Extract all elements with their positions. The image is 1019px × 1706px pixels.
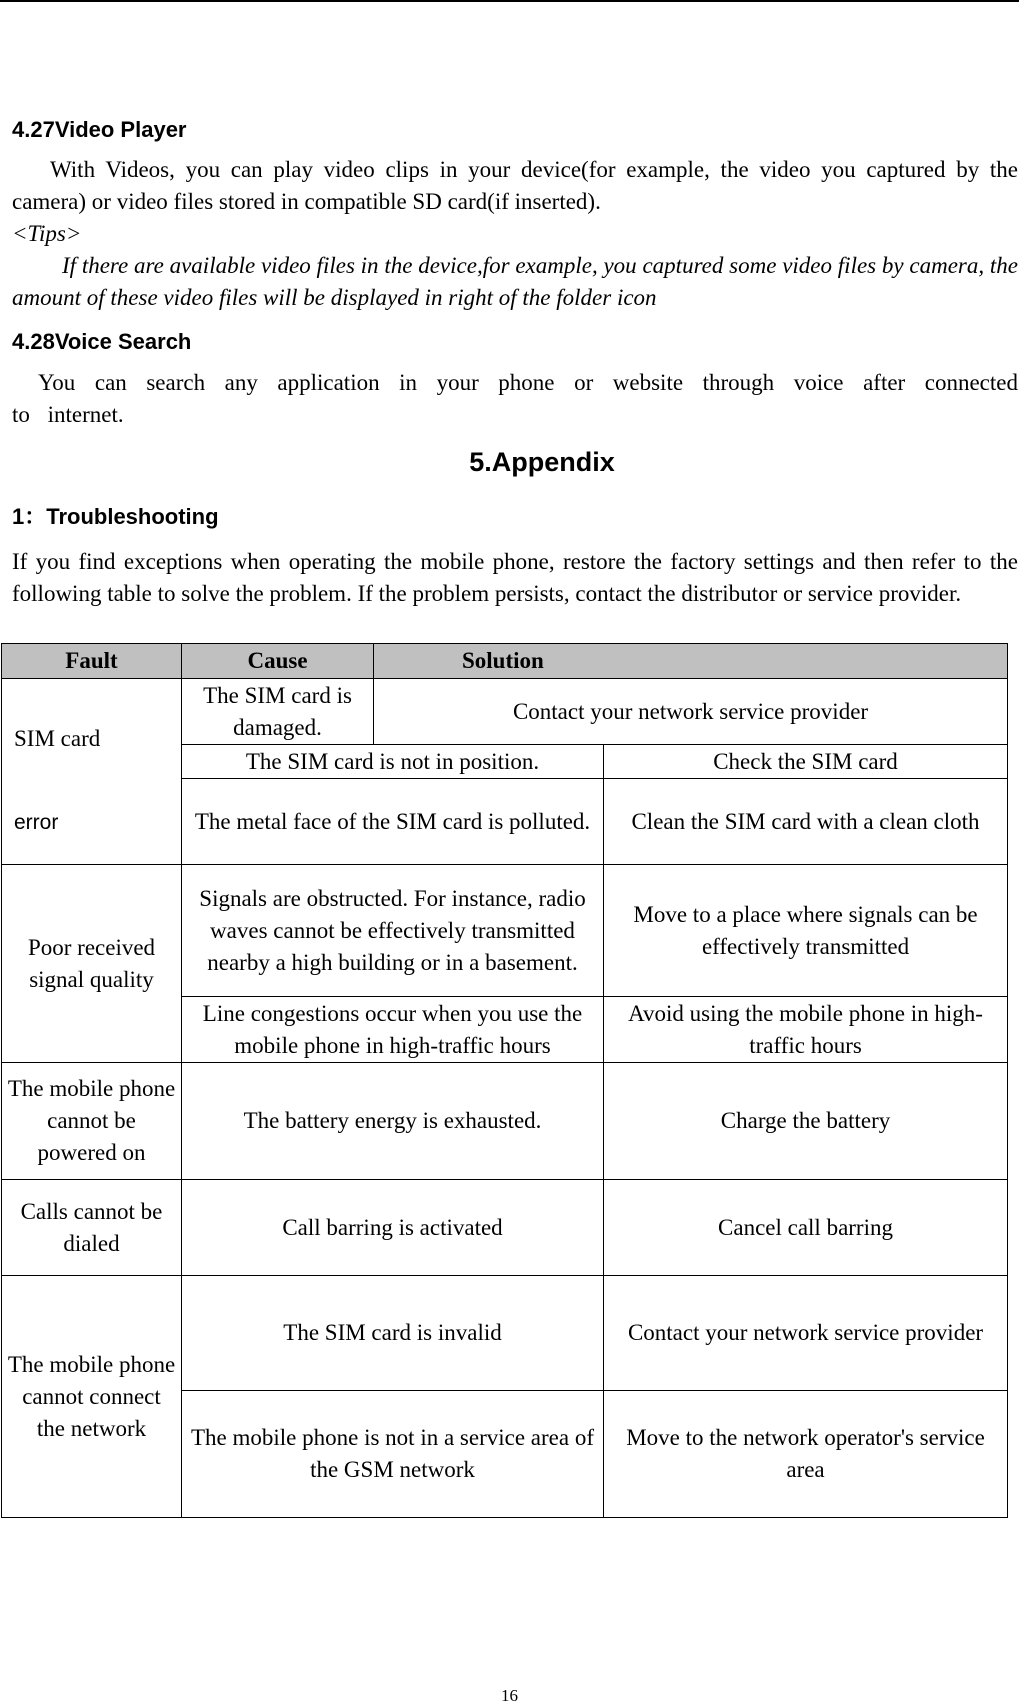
troubleshooting-heading: 1：Troubleshooting [12,504,219,529]
cause-cell: Line congestions occur when you use the mobile phone in high-traffic hours [182,997,604,1063]
solution-cell: Contact your network service provider [374,679,1008,745]
appendix-title: 5.Appendix [469,447,615,477]
table-row [2,1180,1008,1276]
table-header-row [2,644,1008,679]
solution-cell: Charge the battery [604,1063,1008,1180]
solution-cell: Cancel call barring [604,1180,1008,1276]
fault-network: The mobile phone cannot connect the network [2,1276,182,1518]
top-rule [0,0,1019,2]
tips-label: <Tips> [12,221,82,246]
cause-cell: The mobile phone is not in a service area of the GSM network [182,1391,604,1518]
heading-video-player: 4.27Video Player [12,117,187,142]
troubleshooting-table [1,643,1008,1518]
solution-cell: Move to a place where signals can be effectively transmitted [604,865,1008,997]
fault-sim-card [2,679,182,865]
cause-cell: The battery energy is exhausted. [182,1063,604,1180]
table-row [2,865,1008,997]
cause-cell: Signals are obstructed. For instance, radio waves cannot be effectively transmitted nearby a high building or in a basement. [182,865,604,997]
solution-cell: Contact your network service provider [604,1276,1008,1391]
troubleshooting-intro: If you find exceptions when operating the mobile phone, restore the factory settings and then refer to the following table to solve the problem. If the problem persists, contact the distributor or service provider. [12,549,1018,606]
fault-signal-quality: Poor received signal quality [2,865,182,1063]
header-fault: Fault [2,644,182,679]
fault-sim-line1: SIM card [14,726,101,751]
cause-cell: The SIM card is invalid [182,1276,604,1391]
solution-cell: Check the SIM card [604,745,1008,779]
voice-search-paragraph: You can search any application in your phone or website through voice after connected to internet. [12,370,1018,427]
tips-paragraph: If there are available video files in the device,for example, you captured some video files by camera, the amount of these video files will be displayed in right of the folder icon [12,253,1018,310]
fault-calls: Calls cannot be dialed [2,1180,182,1276]
header-cause: Cause [182,644,374,679]
table-row [2,1063,1008,1180]
cause-cell: The SIM card is damaged. [182,679,374,745]
page-number: 16 [501,1686,518,1705]
table-row [2,679,1008,745]
table-row [2,1276,1008,1391]
solution-cell: Avoid using the mobile phone in high-traffic hours [604,997,1008,1063]
header-solution: Solution [374,644,1008,679]
fault-powered-on: The mobile phone cannot be powered on [2,1063,182,1180]
fault-sim-line2: error [14,811,59,834]
video-player-paragraph: With Videos, you can play video clips in your device(for example, the video you captured by the camera) or video files stored in compatible SD card(if inserted). [12,157,1018,214]
solution-cell: Clean the SIM card with a clean cloth [604,779,1008,865]
cause-cell: Call barring is activated [182,1180,604,1276]
solution-cell: Move to the network operator's service area [604,1391,1008,1518]
cause-cell: The metal face of the SIM card is polluted. [182,779,604,865]
cause-cell: The SIM card is not in position. [182,745,604,779]
heading-voice-search: 4.28Voice Search [12,329,192,354]
